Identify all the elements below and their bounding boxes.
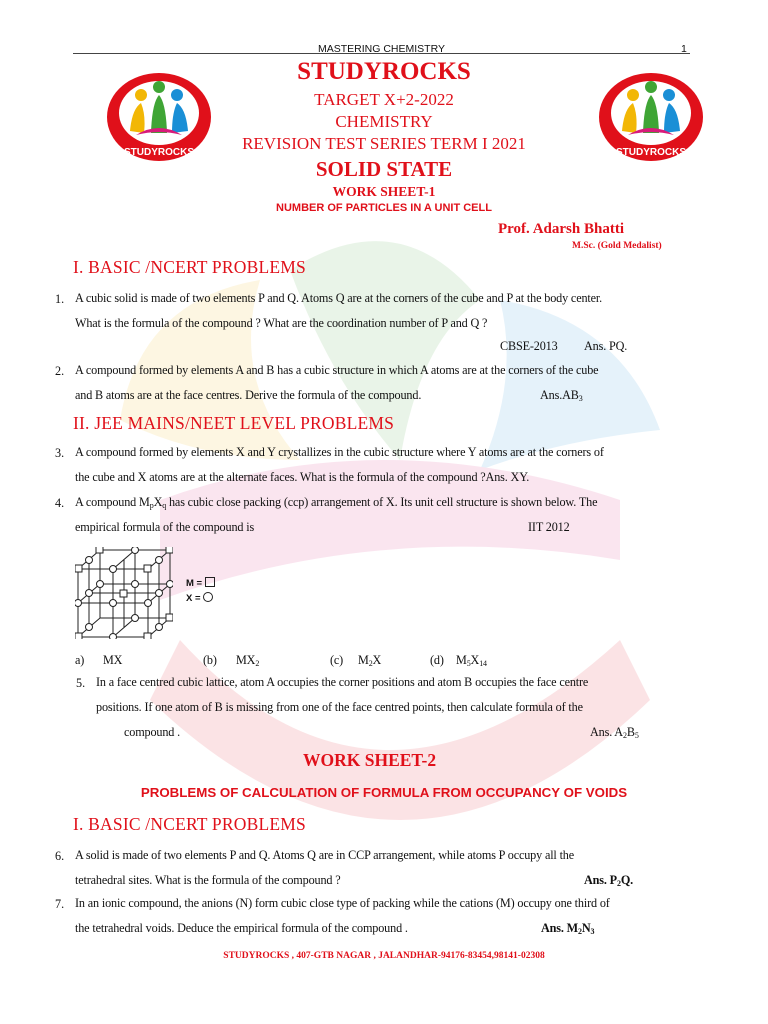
q5-line1: In a face centred cubic lattice, atom A occupies the corner positions and atom B occupies the face centre: [96, 675, 589, 689]
option-c-label: (c): [330, 653, 344, 667]
worksheet-2-topic: PROBLEMS OF CALCULATION OF FORMULA FROM OCCUPANCY OF VOIDS: [140, 785, 628, 800]
header-rule: [73, 53, 690, 54]
option-c-value: $M_2X$: [358, 653, 382, 668]
option-d-value: $M_5X_{14}$: [456, 653, 487, 668]
brand-title: STUDYROCKS: [297, 58, 471, 85]
q7-answer: Ans. $M_2N_3$: [541, 921, 595, 936]
q5-answer: Ans. $A_2B_5$: [590, 725, 639, 740]
subject-line: CHEMISTRY: [335, 112, 433, 131]
q3-line1: A compound formed by elements X and Y crystallizes in the cubic structure where Y atoms are at the corners of: [75, 445, 604, 459]
q5-line2: positions. If one atom of B is missing from one of the face centred points, then calculate formula of the: [96, 700, 583, 714]
q1-number: 1.: [55, 292, 65, 306]
q1-reference: CBSE-2013: [500, 339, 558, 353]
section-jee-neet: II. JEE MAINS/NEET LEVEL PROBLEMS: [73, 413, 395, 433]
section-basic-ncert: I. BASIC /NCERT PROBLEMS: [73, 257, 306, 277]
q5-line3: compound .: [124, 725, 181, 739]
author-name: Prof. Adarsh Bhatti: [498, 221, 624, 237]
legend-m: M =: [186, 577, 215, 589]
q1-line1: A cubic solid is made of two elements P and Q. Atoms Q are at the corners of the cube and P at the body center.: [75, 291, 603, 305]
worksheet-title: WORK SHEET-1: [332, 184, 436, 199]
q2-answer: $Ans.AB_3$: [540, 388, 583, 403]
chapter-title: SOLID STATE: [315, 157, 453, 181]
q3-line2: the cube and X atoms are at the alternate faces. What is the formula of the compound ?Ans. XY.: [75, 470, 530, 484]
option-a-value: MX: [103, 653, 123, 667]
option-b-value: $MX_2$: [236, 653, 260, 668]
legend-x: X =: [186, 592, 213, 604]
running-title: MASTERING CHEMISTRY: [318, 43, 445, 55]
worksheet-topic: NUMBER OF PARTICLES IN A UNIT CELL: [276, 202, 492, 214]
option-d-label: (d): [430, 653, 444, 667]
section-basic-ncert-2: I. BASIC /NCERT PROBLEMS: [73, 814, 306, 834]
q6-number: 6.: [55, 849, 65, 863]
worksheet-2-title: WORK SHEET-2: [303, 750, 437, 770]
q5-number: 5.: [76, 676, 86, 690]
target-line: TARGET X+2-2022: [314, 90, 454, 109]
logo-text-right: STUDYROCKS: [615, 147, 687, 158]
option-b-label: (b): [203, 653, 217, 667]
q1-answer: Ans. PQ.: [584, 339, 628, 353]
q4-line2: empirical formula of the compound is: [75, 520, 255, 534]
q2-line2: and B atoms are at the face centres. Derive the formula of the compound.: [75, 388, 422, 402]
q7-line1: In an ionic compound, the anions (N) form cubic close type of packing while the cations (M) occupy one third of: [75, 896, 610, 910]
option-a-label: a): [75, 653, 85, 667]
unit-cell-diagram: [75, 547, 173, 639]
q2-line1: A compound formed by elements A and B has a cubic structure in which A atoms are at the corners of the cube: [75, 363, 599, 377]
q6-line1: A solid is made of two elements P and Q. Atoms Q are in CCP arrangement, while atoms P occupy all the: [75, 848, 575, 862]
square-icon: [205, 577, 215, 587]
footer-address: STUDYROCKS , 407-GTB NAGAR , JALANDHAR-94176-83454,98141-02308: [223, 951, 545, 961]
q7-number: 7.: [55, 897, 65, 911]
author-degree: M.Sc. (Gold Medalist): [572, 241, 662, 251]
circle-icon: [203, 592, 213, 602]
q6-answer: Ans. $P_2Q$.: [584, 873, 634, 888]
q7-line2: the tetrahedral voids. Deduce the empirical formula of the compound .: [75, 921, 408, 935]
page-number: 1: [681, 43, 687, 55]
q1-line2: What is the formula of the compound ? What are the coordination number of P and Q ?: [75, 316, 488, 330]
q6-line2: tetrahedral sites. What is the formula of the compound ?: [75, 873, 341, 887]
q4-number: 4.: [55, 496, 65, 510]
q2-number: 2.: [55, 364, 65, 378]
series-line: REVISION TEST SERIES TERM I 2021: [242, 134, 526, 153]
q3-number: 3.: [55, 446, 65, 460]
q4-line1: A compound $M_pX_q$ has cubic close packing (ccp) arrangement of X. Its unit cell structure is shown below. The: [75, 495, 598, 510]
q4-reference: IIT 2012: [528, 520, 570, 534]
logo-text-left: STUDYROCKS: [123, 147, 195, 158]
